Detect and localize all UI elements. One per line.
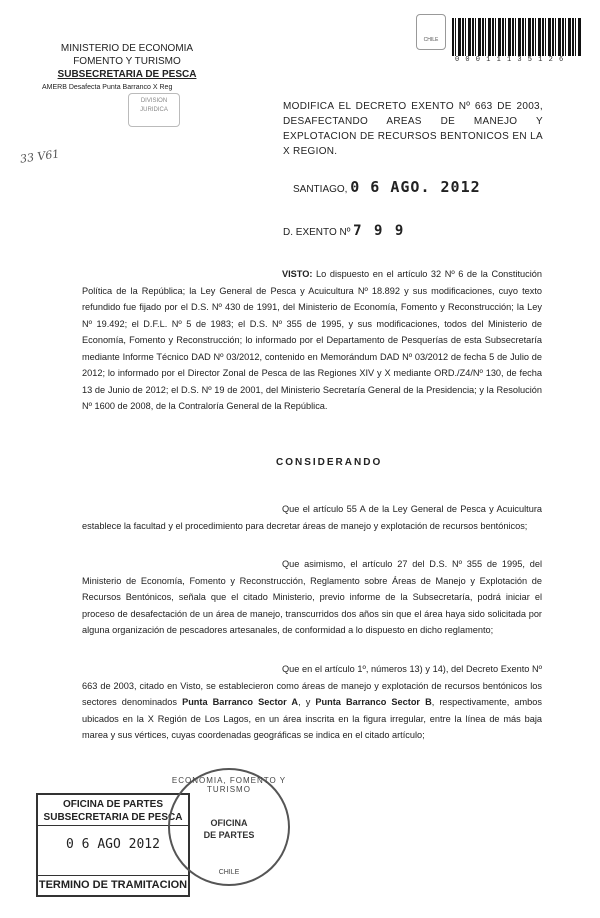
decree-subject: MODIFICA EL DECRETO EXENTO Nº 663 DE 2003, DESAFECTANDO AREAS DE MANEJO Y EXPLOTACION DE RECURSOS BENTONICOS EN LA X REGION. [283,101,543,157]
ministry-line-4: AMERB Desafecta Punta Barranco X Reg [42,84,173,91]
considerando-3-part-1: Que en el artículo 1º, números 13) y 14), del Decreto Exento Nº 663 de 2003, citado en Visto, se establecieron como áreas de manejo y explotación de recursos bentónicos los sectores denominados [82,664,542,707]
round-seal-bottom: CHILE [218,869,240,876]
juridica-stamp-line-1: DIVISION [140,98,168,104]
juridica-stamp-line-2: JURIDICA [140,107,168,113]
considerando-3-sector-a: Punta Barranco Sector A [182,697,299,707]
oficina-stamp-line-1: OFICINA DE PARTES [62,799,163,810]
ministry-line-1: MINISTERIO DE ECONOMIA [60,43,194,54]
dateline [293,178,481,196]
oficina-partes-stamp [36,793,190,897]
juridica-stamp [128,93,180,127]
chile-seal-icon [416,14,446,50]
barcode-number: 0 0 0 1 1 1 3 5 1 2 6 [455,56,565,64]
round-seal-center-2: DE PARTES [203,830,255,840]
barcode-icon [452,18,582,56]
decree-number-label: D. EXENTO Nº [283,227,351,238]
considerando-title: CONSIDERANDO [276,457,383,468]
chile-seal-text: CHILE [423,37,439,43]
decree-number-value: 7 9 9 [353,223,406,239]
dateline-city: SANTIAGO, [293,184,348,195]
round-seal-stamp [168,768,290,886]
ministry-line-2: FOMENTO Y TURISMO [73,56,181,67]
visto-label: VISTO: [282,269,313,279]
ministry-header [42,42,212,94]
dateline-date: 0 6 AGO. 2012 [350,178,481,196]
visto-paragraph [82,266,542,415]
oficina-stamp-line-2: SUBSECRETARIA DE PESCA [38,812,188,826]
handwritten-mark: 33 V61 [19,147,61,166]
considerando-3-part-2: , y [298,697,316,707]
considerando-3-sector-b: Punta Barranco Sector B [315,697,432,707]
ministry-line-3: SUBSECRETARIA DE PESCA [57,69,197,80]
considerando-2: Que asimismo, el artículo 27 del D.S. Nº 355 de 1995, del Ministerio de Economía, Fomento y Reconstrucción, Reglamento sobre Áreas de Manejo y Explotación de Recursos Bentónicos, señala que el citado Ministerio, previo informe de la Subsecretaría, podrá iniciar el proceso de desafectación de un área de manejo, transcurridos dos años sin que el área haya sido solicitada por alguna organización de pescadores artesanales, de conformidad a lo dispuesto en dicho reglamento; [82,559,542,635]
visto-text: Lo dispuesto en el artículo 32 Nº 6 de la Constitución Política de la República; la Ley General de Pesca y Acuicultura Nº 18.892 y sus modificaciones, cuyo texto refundido fue fijado por el D.S. Nº 430 de 1991, del Ministerio de Economía, Fomento y Reconstrucción; la Ley Nº 19.492; el D.F.L. Nº 5 de 1983; el D.S. Nº 355 de 1995, y sus modificaciones, todos del Ministerio de Economía, Fomento y Reconstrucción; lo informado por el Departamento de Pesquerías de esta Subsecretaría mediante Informe Técnico DAD Nº 03/2012, contenido en Memorándum DAD Nº 03/2012 de fecha 5 de Julio de 2012; lo informado por el Director Zonal de Pesca de las Regiones XIV y X mediante ORD./Z4/Nº 130, de fecha 13 de Junio de 2012; el D.S. Nº 19 de 2001, del Ministerio Secretaría General de la Presidencia; y la Resolución Nº 1600 de 2008, de la Contraloría General de la República. [82,269,542,411]
decree-number [283,223,405,239]
round-seal-ring: ECONOMIA, FOMENTO Y TURISMO [171,776,287,794]
oficina-stamp-date: 0 6 AGO 2012 [66,837,160,852]
considerando-1: Que el artículo 55 A de la Ley General de Pesca y Acuicultura establece la facultad y el procedimiento para decretar áreas de manejo y explotación de recursos bentónicos; [82,504,542,531]
oficina-stamp-line-3: TERMINO DE TRAMITACION [38,875,188,891]
round-seal-center-1: OFICINA [210,818,248,828]
considerando-3 [82,661,542,744]
considerando-3-part-3: , respectivamente, ambos ubicados en la X Región de Los Lagos, en un área inscrita en la figura irregular, entre la línea de más baja marea y sus vértices, cuyas coordenadas geográficas se indica en el citado artículo; [82,697,542,740]
